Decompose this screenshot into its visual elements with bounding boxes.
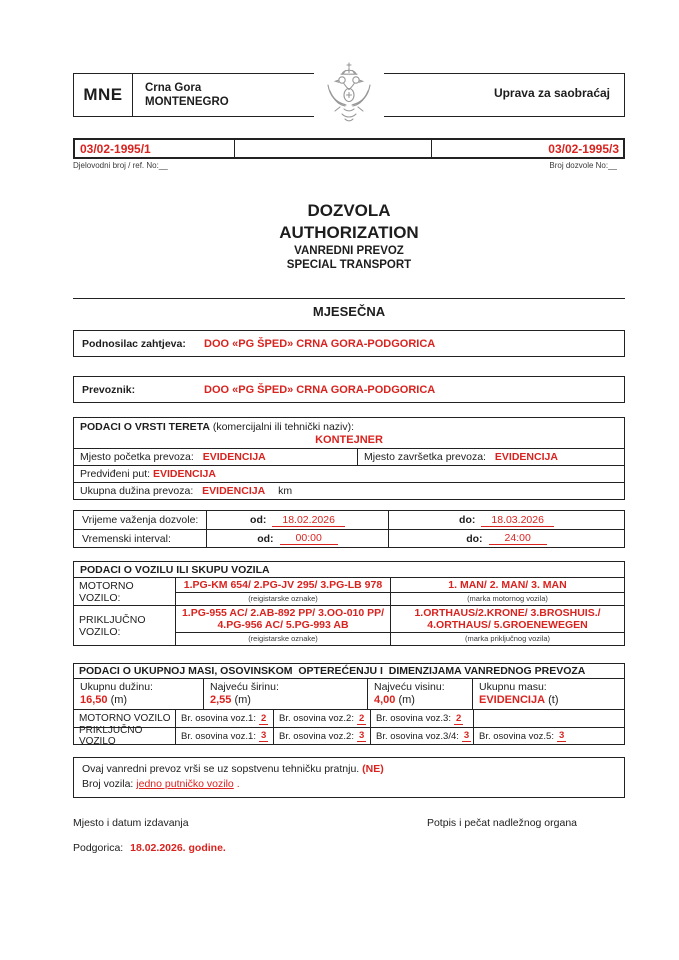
max-height-unit: (m) bbox=[398, 694, 415, 706]
escort-text: Ovaj vanredni prevoz vrši se uz sopstvenu tehničku pratnju. bbox=[82, 763, 363, 775]
applicant-label: Podnosilac zahtjeva: bbox=[82, 337, 186, 350]
interval-time-to: 24:00 bbox=[489, 532, 547, 545]
trailer-makes-value: 1.ORTHAUS/2.KRONE/ 3.BROSHUIS./ 4.ORTHAUS/ 5.GROENEWEGEN bbox=[391, 606, 624, 633]
carrier-value: DOO «PG ŠPED» CRNA GORA-PODGORICA bbox=[204, 383, 436, 396]
distance-unit: km bbox=[278, 485, 293, 497]
total-length-value: 16,50 bbox=[80, 694, 108, 706]
reference-number-table bbox=[73, 138, 625, 159]
transport-start-value: EVIDENCIJA bbox=[202, 451, 266, 463]
trailer-vehicle-row bbox=[74, 606, 624, 645]
axle-value: 2 bbox=[358, 712, 365, 724]
motor-plates-cell bbox=[176, 578, 391, 605]
permit-number: 03/02-1995/3 bbox=[548, 141, 619, 156]
route-label: Predviđeni put: bbox=[80, 468, 151, 480]
signature-stamp-label: Potpis i pečat nadležnog organa bbox=[426, 817, 577, 829]
country-name bbox=[133, 74, 229, 116]
axle-label: Br. osovina voz.2: bbox=[279, 730, 354, 742]
interval-from-cell bbox=[206, 530, 389, 547]
trailer-vehicle-label: PRIKLJUČNO VOZILO: bbox=[74, 606, 176, 645]
permit-period: MJESEČNA bbox=[312, 304, 386, 319]
title-dozvola: DOZVOLA bbox=[307, 201, 391, 220]
validity-period-label: Vrijeme važenja dozvole: bbox=[82, 514, 199, 526]
time-interval-label: Vremenski interval: bbox=[82, 532, 171, 545]
axle-label: Br. osovina voz.1: bbox=[181, 713, 256, 724]
trailer-axles-row bbox=[74, 725, 624, 747]
vehicles-section bbox=[73, 561, 625, 646]
axle-value: 2 bbox=[455, 712, 462, 724]
transport-start-cell bbox=[74, 449, 358, 465]
escort-section bbox=[73, 757, 625, 798]
issue-place-date-label: Mjesto i datum izdavanja bbox=[73, 817, 189, 829]
trailer-plates-cell bbox=[176, 606, 391, 645]
cargo-title-note: (komercijalni ili tehnički naziv): bbox=[209, 421, 355, 433]
cargo-title-main: PODACI O VRSTI TERETA bbox=[80, 421, 210, 433]
od-label: od: bbox=[250, 514, 267, 526]
total-length-label: Ukupnu dužinu: bbox=[80, 681, 153, 693]
carrier-label: Prevoznik: bbox=[82, 383, 136, 396]
od-label: od: bbox=[257, 532, 274, 545]
trailer-plates-caption: (reigistarske oznake) bbox=[248, 634, 318, 643]
country-name-local: Crna Gora bbox=[145, 82, 202, 94]
vehicle-count-value: jedno putničko vozilo bbox=[136, 778, 234, 790]
axle-label: Br. osovina voz.3: bbox=[376, 713, 451, 724]
issue-place: Podgorica: bbox=[73, 842, 124, 854]
ref-number-label: Djelovodni broj / ref. No:__ bbox=[73, 161, 168, 170]
vehicle-count-suffix: . bbox=[236, 778, 240, 790]
motor-plates-value: 1.PG-KM 654/ 2.PG-JV 295/ 3.PG-LB 978 bbox=[176, 578, 390, 593]
cargo-name: KONTEJNER bbox=[315, 434, 383, 446]
transport-end-cell bbox=[358, 449, 624, 465]
issue-place-line bbox=[73, 842, 625, 854]
ref-middle-cell bbox=[235, 140, 432, 157]
validity-date-from: 18.02.2026 bbox=[272, 514, 345, 527]
cargo-route-row bbox=[74, 465, 624, 482]
subtitle-vanredni-prevoz: VANREDNI PREVOZ bbox=[294, 245, 404, 257]
total-mass-cell bbox=[473, 679, 624, 709]
escort-value: (NE) bbox=[362, 763, 384, 775]
motor-vehicle-row bbox=[74, 578, 624, 606]
document-title bbox=[73, 200, 625, 272]
coat-of-arms-icon bbox=[314, 61, 384, 127]
total-length-unit: (m) bbox=[110, 694, 128, 706]
mass-section-title: PODACI O UKUPNOJ MASI, OSOVINSKOM OPTEREĆENJU I DIMENZIJAMA VANREDNOG PREVOZA bbox=[74, 664, 624, 679]
trailer-makes-cell bbox=[391, 606, 624, 645]
motor-axles-label: MOTORNO VOZILO bbox=[74, 710, 176, 727]
country-name-en: MONTENEGRO bbox=[145, 96, 229, 108]
applicant-value: DOO «PG ŠPED» CRNA GORA-PODGORICA bbox=[204, 337, 436, 350]
motor-makes-value: 1. MAN/ 2. MAN/ 3. MAN bbox=[391, 578, 624, 593]
motor-vehicle-label: MOTORNO VOZILO: bbox=[74, 578, 176, 605]
cargo-section bbox=[73, 417, 625, 500]
motor-axle-2 bbox=[274, 710, 371, 727]
reference-labels bbox=[73, 161, 625, 170]
escort-vehicle-count-line bbox=[82, 777, 616, 792]
motor-plates-caption: (reigistarske oznake) bbox=[248, 594, 318, 603]
trailer-axle-2 bbox=[274, 728, 371, 744]
transport-start-label: Mjesto početka prevoza: bbox=[80, 451, 194, 463]
time-interval-row bbox=[74, 529, 624, 547]
distance-cell bbox=[74, 483, 298, 499]
max-height-cell bbox=[368, 679, 473, 709]
trailer-axles-label: PRIKLJUČNO VOZILO bbox=[74, 728, 176, 744]
total-mass-value: EVIDENCIJA bbox=[479, 694, 546, 706]
axle-label: Br. osovina voz.1: bbox=[181, 730, 256, 742]
axle-label: Br. osovina voz.5: bbox=[479, 730, 554, 742]
max-height-label: Najveću visinu: bbox=[374, 681, 445, 693]
max-width-label: Najveću širinu: bbox=[210, 681, 279, 693]
permit-number-label: Broj dozvole No:__ bbox=[549, 161, 617, 170]
interval-to-cell bbox=[389, 530, 624, 547]
trailer-makes-caption: (marka priključnog vozila) bbox=[464, 634, 551, 643]
vehicle-count-label: Broj vozila: bbox=[82, 778, 137, 790]
motor-makes-cell bbox=[391, 578, 624, 605]
axle-value: 3 bbox=[260, 730, 267, 741]
trailer-plates-value: 1.PG-955 AC/ 2.AB-892 PP/ 3.OO-010 PP/ 4.PG-956 AC/ 5.PG-993 AB bbox=[176, 606, 390, 633]
validity-date-to: 18.03.2026 bbox=[481, 514, 554, 527]
document-content bbox=[73, 73, 625, 854]
ref-number: 03/02-1995/1 bbox=[75, 140, 235, 157]
total-length-cell bbox=[74, 679, 204, 709]
authority-name: Uprava za saobraćaj bbox=[493, 86, 610, 100]
footer-labels bbox=[73, 817, 625, 829]
carrier-box bbox=[73, 376, 625, 403]
validity-to-cell bbox=[389, 511, 624, 529]
axle-value: 2 bbox=[260, 712, 267, 724]
validity-table bbox=[73, 510, 625, 548]
axle-label: Br. osovina voz.2: bbox=[279, 713, 354, 724]
issue-date: 18.02.2026. godine. bbox=[130, 842, 226, 854]
trailer-axle-5 bbox=[474, 728, 624, 744]
total-mass-label: Ukupnu masu: bbox=[479, 681, 547, 693]
route-cell bbox=[74, 466, 222, 482]
escort-line bbox=[82, 762, 616, 777]
max-width-value: 2,55 bbox=[210, 694, 232, 706]
dimensions-row bbox=[74, 679, 624, 710]
validity-from-cell bbox=[206, 511, 389, 529]
trailer-axle-3-4 bbox=[371, 728, 474, 744]
motor-axle-3 bbox=[371, 710, 474, 727]
trailer-axle-1 bbox=[176, 728, 274, 744]
motor-axle-empty bbox=[474, 710, 624, 727]
do-label: do: bbox=[459, 514, 476, 526]
validity-period-row bbox=[74, 511, 624, 529]
motor-makes-caption: (marka motornog vozila) bbox=[467, 594, 548, 603]
applicant-box bbox=[73, 330, 625, 357]
transport-end-value: EVIDENCIJA bbox=[494, 451, 558, 463]
cargo-section-title bbox=[74, 418, 624, 433]
axle-value: 3 bbox=[463, 730, 470, 741]
title-divider bbox=[73, 298, 625, 299]
cargo-places-row bbox=[74, 448, 624, 465]
max-width-cell bbox=[204, 679, 368, 709]
max-height-value: 4,00 bbox=[374, 694, 396, 706]
distance-label: Ukupna dužina prevoza: bbox=[80, 485, 194, 497]
distance-value: EVIDENCIJA bbox=[202, 485, 266, 497]
interval-time-from: 00:00 bbox=[280, 532, 338, 545]
mass-dimensions-section bbox=[73, 663, 625, 745]
axle-label: Br. osovina voz.3/4: bbox=[376, 730, 459, 742]
motor-axle-1 bbox=[176, 710, 274, 727]
subtitle-special-transport: SPECIAL TRANSPORT bbox=[286, 259, 412, 271]
title-authorization: AUTHORIZATION bbox=[279, 223, 419, 242]
axle-value: 3 bbox=[358, 730, 365, 741]
transport-end-label: Mjesto završetka prevoza: bbox=[364, 451, 486, 463]
axle-value: 3 bbox=[558, 730, 565, 741]
cargo-distance-row bbox=[74, 482, 624, 499]
country-code: MNE bbox=[74, 74, 133, 116]
max-width-unit: (m) bbox=[234, 694, 251, 706]
document-header bbox=[73, 73, 625, 117]
vehicles-section-title: PODACI O VOZILU ILI SKUPU VOZILA bbox=[74, 562, 624, 578]
route-value: EVIDENCIJA bbox=[152, 468, 216, 480]
do-label: do: bbox=[466, 532, 483, 545]
total-mass-unit: (t) bbox=[548, 694, 559, 706]
